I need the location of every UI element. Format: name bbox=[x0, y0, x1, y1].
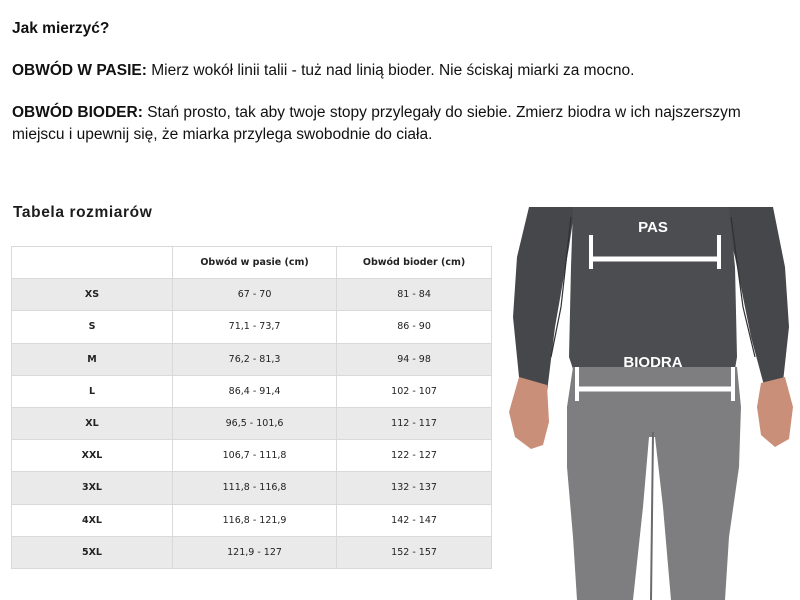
size-cell: 5XL bbox=[12, 536, 173, 568]
waist-instruction-label: OBWÓD W PASIE: bbox=[12, 62, 147, 79]
hips-cell: 112 - 117 bbox=[337, 407, 492, 439]
waist-instruction-text: Mierz wokół linii talii - tuż nad linią bioder. Nie ściskaj miarki za mocno. bbox=[146, 62, 635, 79]
table-row bbox=[12, 311, 492, 343]
hips-cell: 142 - 147 bbox=[337, 504, 492, 536]
waist-cell: 71,1 - 73,7 bbox=[173, 311, 337, 343]
table-row bbox=[12, 504, 492, 536]
left-hand bbox=[509, 377, 549, 449]
hips-cell: 122 - 127 bbox=[337, 440, 492, 472]
waist-figure-label: PAS bbox=[638, 219, 668, 236]
table-row bbox=[12, 440, 492, 472]
hips-cell: 94 - 98 bbox=[337, 343, 492, 375]
table-row bbox=[12, 375, 492, 407]
table-row bbox=[12, 472, 492, 504]
right-hand bbox=[757, 377, 793, 447]
size-table-header-row bbox=[12, 247, 492, 279]
size-cell: M bbox=[12, 343, 173, 375]
leg-shadow bbox=[651, 432, 653, 600]
measuring-instructions bbox=[12, 18, 772, 166]
waist-cell: 67 - 70 bbox=[173, 279, 337, 311]
table-row bbox=[12, 343, 492, 375]
header-size-column bbox=[12, 247, 173, 279]
hips-instruction-label: OBWÓD BIODER: bbox=[12, 104, 143, 121]
size-cell: S bbox=[12, 311, 173, 343]
header-waist-column: Obwód w pasie (cm) bbox=[173, 247, 337, 279]
waist-cell: 106,7 - 111,8 bbox=[173, 440, 337, 472]
waist-cell: 111,8 - 116,8 bbox=[173, 472, 337, 504]
table-row bbox=[12, 536, 492, 568]
header-hips-column: Obwód bioder (cm) bbox=[337, 247, 492, 279]
hips-cell: 152 - 157 bbox=[337, 536, 492, 568]
hips-figure-label: BIODRA bbox=[623, 354, 683, 371]
measurement-figure bbox=[503, 207, 793, 600]
size-cell: XXL bbox=[12, 440, 173, 472]
hips-cell: 81 - 84 bbox=[337, 279, 492, 311]
size-table bbox=[11, 246, 492, 569]
waist-instruction bbox=[12, 60, 772, 82]
body-illustration bbox=[503, 207, 793, 600]
size-table-title: Tabela rozmiarów bbox=[13, 204, 153, 221]
size-cell: 4XL bbox=[12, 504, 173, 536]
size-cell: L bbox=[12, 375, 173, 407]
leggings bbox=[567, 367, 741, 600]
hips-cell: 132 - 137 bbox=[337, 472, 492, 504]
waist-cell: 86,4 - 91,4 bbox=[173, 375, 337, 407]
waist-cell: 121,9 - 127 bbox=[173, 536, 337, 568]
waist-cell: 116,8 - 121,9 bbox=[173, 504, 337, 536]
hips-instruction-text: Stań prosto, tak aby twoje stopy przylegały do siebie. Zmierz biodra w ich najszerszym miejscu i upewnij się, że miarka przylega swobodnie do ciała. bbox=[12, 104, 741, 143]
size-cell: 3XL bbox=[12, 472, 173, 504]
size-cell: XL bbox=[12, 407, 173, 439]
table-row bbox=[12, 407, 492, 439]
instructions-heading: Jak mierzyć? bbox=[12, 20, 110, 37]
waist-cell: 76,2 - 81,3 bbox=[173, 343, 337, 375]
hips-instruction bbox=[12, 102, 772, 146]
left-arm-sleeve bbox=[513, 207, 575, 395]
size-cell: XS bbox=[12, 279, 173, 311]
waist-cell: 96,5 - 101,6 bbox=[173, 407, 337, 439]
hips-cell: 102 - 107 bbox=[337, 375, 492, 407]
table-row bbox=[12, 279, 492, 311]
hips-cell: 86 - 90 bbox=[337, 311, 492, 343]
